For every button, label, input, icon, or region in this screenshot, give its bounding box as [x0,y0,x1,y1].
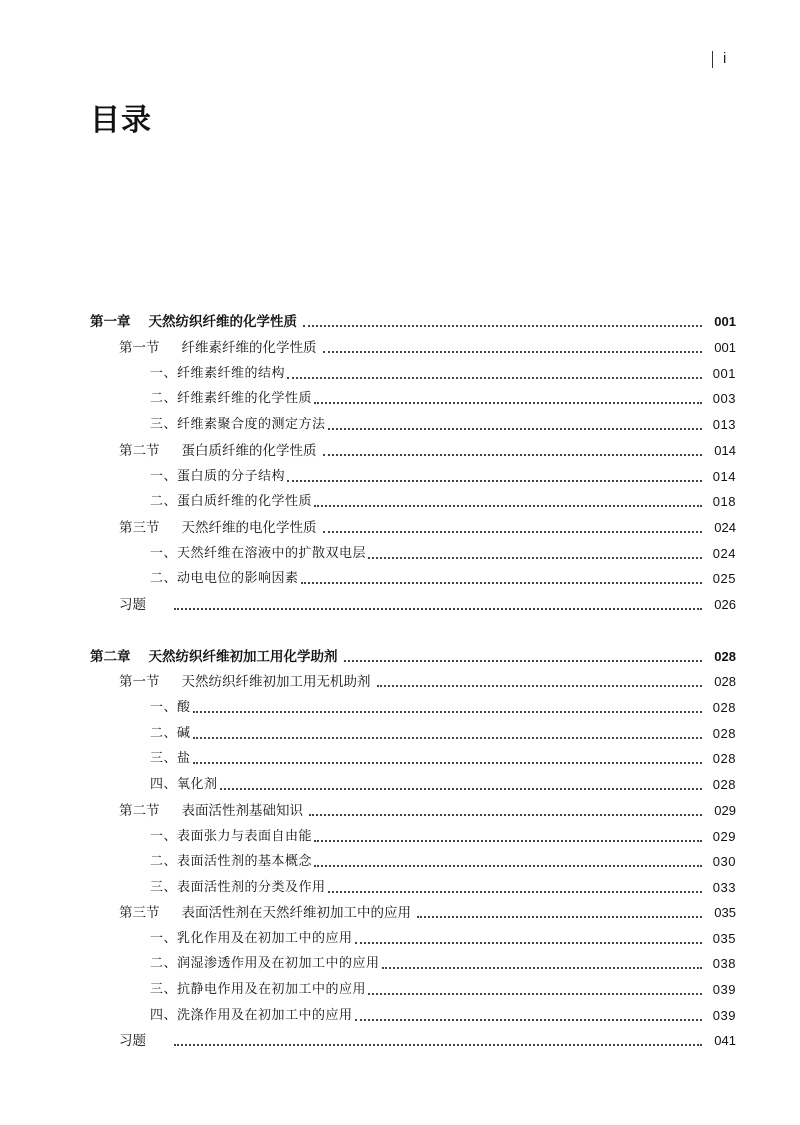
toc-page-number: 001 [714,340,736,355]
toc-entry-title: 表面活性剂在天然纤维初加工中的应用 [181,905,411,921]
toc-entry-title: 一、表面张力与表面自由能 [150,829,313,844]
toc-section-row[interactable] [119,594,736,616]
toc-item-row[interactable] [150,748,736,770]
toc-page-number: 039 [712,1008,736,1023]
toc-page-number: 013 [712,417,736,432]
toc-dot-leader [193,736,702,739]
page-marker-divider [712,51,713,68]
toc-item-row[interactable] [150,826,736,848]
toc-page-number: 030 [712,854,736,869]
toc-dot-leader [220,787,702,790]
toc-page-number: 025 [712,571,736,586]
toc-entry-number: 习题 [119,1033,146,1049]
toc-item-row[interactable] [150,877,736,899]
toc-entry-number: 第一章 [90,314,131,330]
toc-page-number: 035 [714,905,736,920]
toc-dot-leader [314,864,702,867]
toc-dot-leader [314,839,702,842]
toc-item-row[interactable] [150,568,736,590]
toc-item-row[interactable] [150,928,736,950]
toc-dot-leader [309,813,702,816]
toc-item-row[interactable] [150,851,736,873]
toc-entry-title: 二、动电电位的影响因素 [150,571,299,586]
toc-item-row[interactable] [150,774,736,796]
toc-entry-title: 天然纺织纤维初加工用化学助剂 [148,649,338,665]
toc-page-number: 024 [714,520,736,535]
toc-item-row[interactable] [150,953,736,975]
toc-page-number: 038 [712,956,736,971]
toc-page-number: 039 [712,982,736,997]
toc-entry-number: 第一节 [119,340,160,356]
toc-entry-title: 纤维素纤维的化学性质 [181,340,317,356]
toc-dot-leader [287,479,702,482]
toc-entry-number: 第二节 [119,443,160,459]
toc-page-number: 028 [714,649,736,664]
toc-entry-title: 天然纺织纤维初加工用无机助剂 [181,674,371,690]
toc-entry-number: 第一节 [119,674,160,690]
toc-page-number: 029 [712,829,736,844]
toc-page-number: 014 [714,443,736,458]
toc-page-number: 029 [714,803,736,818]
toc-section-row[interactable] [119,337,736,359]
toc-dot-leader [328,427,702,430]
toc-dot-leader [303,324,702,327]
toc-entry-title: 天然纺织纤维的化学性质 [148,314,297,330]
toc-entry-title: 一、纤维素纤维的结构 [150,366,286,381]
toc-page-number: 028 [712,700,736,715]
toc-entry-title: 二、表面活性剂的基本概念 [150,854,313,869]
toc-dot-leader [368,992,702,995]
toc-dot-leader [355,941,702,944]
page-marker [712,50,726,68]
page-title: 目录 [90,103,152,138]
toc-entry-title: 一、蛋白质的分子结构 [150,469,286,484]
toc-dot-leader [323,530,703,533]
toc-page-number: 028 [712,777,736,792]
toc-dot-leader [174,607,702,610]
toc-entry-title: 表面活性剂基础知识 [181,803,303,819]
toc-dot-leader [193,710,702,713]
toc-item-row[interactable] [150,491,736,513]
toc-item-row[interactable] [150,414,736,436]
toc-item-row[interactable] [150,363,736,385]
toc-section-row[interactable] [119,902,736,924]
toc-dot-leader [323,350,703,353]
toc-section-row[interactable] [119,440,736,462]
toc-item-row[interactable] [150,466,736,488]
toc-dot-leader [314,504,702,507]
toc-page-number: 014 [712,469,736,484]
toc-entry-title: 天然纤维的电化学性质 [181,520,317,536]
toc-page-number: 003 [712,391,736,406]
toc-page-number: 001 [714,314,736,329]
toc-item-row[interactable] [150,697,736,719]
toc-item-row[interactable] [150,979,736,1001]
toc-dot-leader [193,761,702,764]
toc-page-number: 033 [712,880,736,895]
toc-dot-leader [328,890,702,893]
toc-dot-leader [314,401,702,404]
toc-entry-title: 二、碱 [150,726,191,741]
toc-chapter-row[interactable] [90,646,736,668]
toc-section-row[interactable] [119,800,736,822]
toc-dot-leader [344,659,703,662]
toc-entry-title: 一、天然纤维在溶液中的扩散双电层 [150,546,367,561]
toc-page-number: 001 [712,366,736,381]
toc-entry-number: 第二章 [90,649,131,665]
toc-entry-title: 三、纤维素聚合度的测定方法 [150,417,326,432]
toc-entry-title: 四、洗涤作用及在初加工中的应用 [150,1008,353,1023]
toc-page-number: 028 [712,726,736,741]
toc-item-row[interactable] [150,388,736,410]
page-marker-number: i [723,50,727,67]
toc-page-number: 028 [714,674,736,689]
toc-dot-leader [382,966,702,969]
toc-entry-number: 第三节 [119,905,160,921]
toc-item-row[interactable] [150,723,736,745]
toc-entry-title: 三、盐 [150,751,191,766]
toc-dot-leader [287,376,702,379]
toc-page-number: 041 [714,1033,736,1048]
toc-page-number: 026 [714,597,736,612]
toc-page-number: 018 [712,494,736,509]
toc-entry-number: 第三节 [119,520,160,536]
toc-entry-title: 三、表面活性剂的分类及作用 [150,880,326,895]
toc-entry-title: 二、纤维素纤维的化学性质 [150,391,313,406]
toc-section-row[interactable] [119,517,736,539]
toc-section-row[interactable] [119,1030,736,1052]
toc-entry-title: 一、乳化作用及在初加工中的应用 [150,931,353,946]
toc-entry-title: 二、蛋白质纤维的化学性质 [150,494,313,509]
toc-entry-title: 三、抗静电作用及在初加工中的应用 [150,982,367,997]
toc-page-number: 028 [712,751,736,766]
toc-item-row[interactable] [150,1005,736,1027]
toc-dot-leader [174,1043,702,1046]
toc-item-row[interactable] [150,543,736,565]
toc-entry-number: 习题 [119,597,146,613]
toc-dot-leader [323,453,703,456]
toc-dot-leader [417,915,702,918]
toc-entry-title: 二、润湿渗透作用及在初加工中的应用 [150,956,380,971]
toc-page-number: 035 [712,931,736,946]
toc-dot-leader [377,684,703,687]
toc-entry-number: 第二节 [119,803,160,819]
toc-dot-leader [355,1018,702,1021]
toc-entry-title: 四、氧化剂 [150,777,218,792]
toc-entry-title: 蛋白质纤维的化学性质 [181,443,317,459]
toc-entry-title: 一、酸 [150,700,191,715]
toc-dot-leader [301,581,702,584]
toc-chapter-row[interactable] [90,311,736,333]
toc-section-row[interactable] [119,671,736,693]
toc-dot-leader [368,556,702,559]
toc-page-number: 024 [712,546,736,561]
